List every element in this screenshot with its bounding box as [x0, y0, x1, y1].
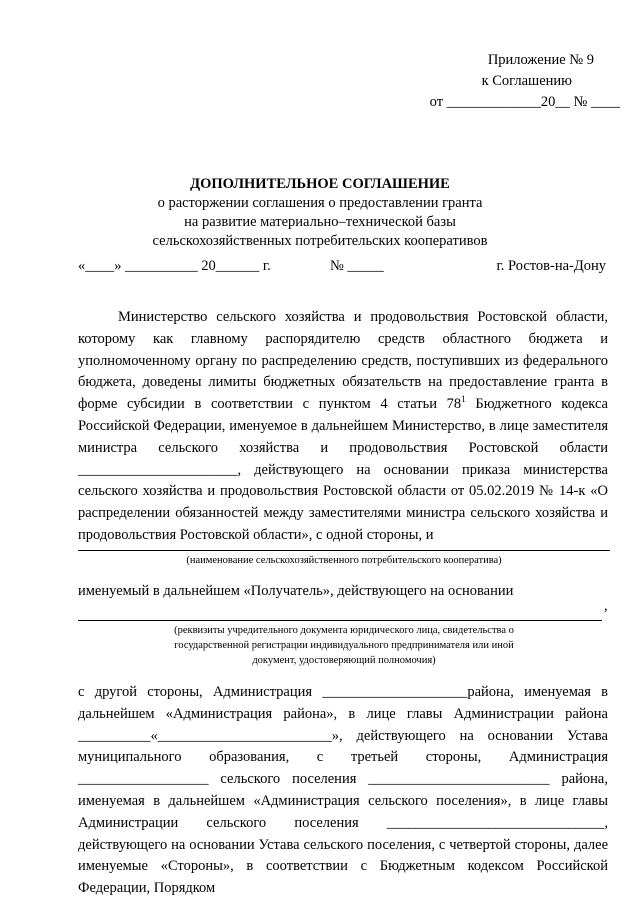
- title-line-3: сельскохозяйственных потребительских кооперативов: [152, 233, 488, 249]
- cooperative-name-blank[interactable]: [78, 550, 610, 551]
- document-title: [0, 175, 640, 251]
- main-paragraph-part1: Министерство сельского хозяйства и продовольствия Ростовской области, которому как главному распорядителю средств областного бюджета и уполномоченному органу по распределению средств, поступивших из федерального бюджета, доведены лимиты бюджетных обязательств на предоставление гранта в форме субсидии в соответствии с пунктом 4 статьи 78: [78, 309, 608, 413]
- second-paragraph: [78, 682, 608, 900]
- main-paragraph: [78, 307, 608, 547]
- agreement-date: «____» __________ 20______ г.: [78, 258, 271, 274]
- agreement-number: № _____: [330, 258, 384, 274]
- agreement-city: г. Ростов-на-Дону: [496, 258, 606, 274]
- recipient-line: именуемый в дальнейшем «Получатель», действующего на основании: [78, 583, 514, 599]
- basis-comma: ,: [604, 598, 608, 614]
- date-number-city-line: [78, 258, 606, 278]
- title-line-2: на развитие материально–технической базы: [184, 214, 456, 230]
- second-paragraph-text: с другой стороны, Администрация ____________________района, именуемая в дальнейшем «Администрация района», в лице главы Администрации района __________«________________________», действующего на основании Устава муниципального образования, с третьей стороны, Администрация __________________ сельского поселения _________________________ района, именуемая в дальнейшем «Администрация сельского поселения», в лице главы Администрации сельского поселения ______________________________, действующего на основании Устава сельского поселения, с четвертой стороны, далее именуемые «Стороны», в соответствии с Бюджетным кодексом Российской Федерации, Порядком: [78, 684, 608, 897]
- founding-document-blank[interactable]: [78, 620, 602, 621]
- footnote-superscript: 1: [461, 394, 466, 405]
- appendix-date-number: от _____________20__ № ____: [429, 94, 620, 110]
- caption2-line-2: государственной регистрации индивидуального предпринимателя или иной: [174, 640, 514, 651]
- title-line-1: о расторжении соглашения о предоставлении гранта: [157, 195, 483, 211]
- title-heading: ДОПОЛНИТЕЛЬНОЕ СОГЛАШЕНИЕ: [190, 176, 450, 192]
- caption2-line-3: документ, удостоверяющий полномочия): [252, 655, 436, 666]
- appendix-number: Приложение № 9: [487, 52, 594, 68]
- appendix-reference: к Соглашению: [481, 73, 572, 89]
- caption2-line-1: (реквизиты учредительного документа юридического лица, свидетельства о: [174, 625, 514, 636]
- appendix-header: [380, 50, 620, 113]
- founding-document-caption: [78, 623, 610, 668]
- main-paragraph-part2: Бюджетного кодекса Российской Федерации, именуемое в дальнейшем Министерство, в лице заместителя министра сельского хозяйства и продовольствия Ростовской области ______________________, действующего на основании приказа министерства сельского хозяйства и продовольствия Ростовской области от 05.02.2019 № 14-к «О распределении обязанностей между заместителями министра сельского хозяйства и продовольствия Ростовской области», с одной стороны, и: [78, 396, 608, 543]
- cooperative-name-caption: (наименование сельскохозяйственного потребительского кооператива): [186, 555, 502, 566]
